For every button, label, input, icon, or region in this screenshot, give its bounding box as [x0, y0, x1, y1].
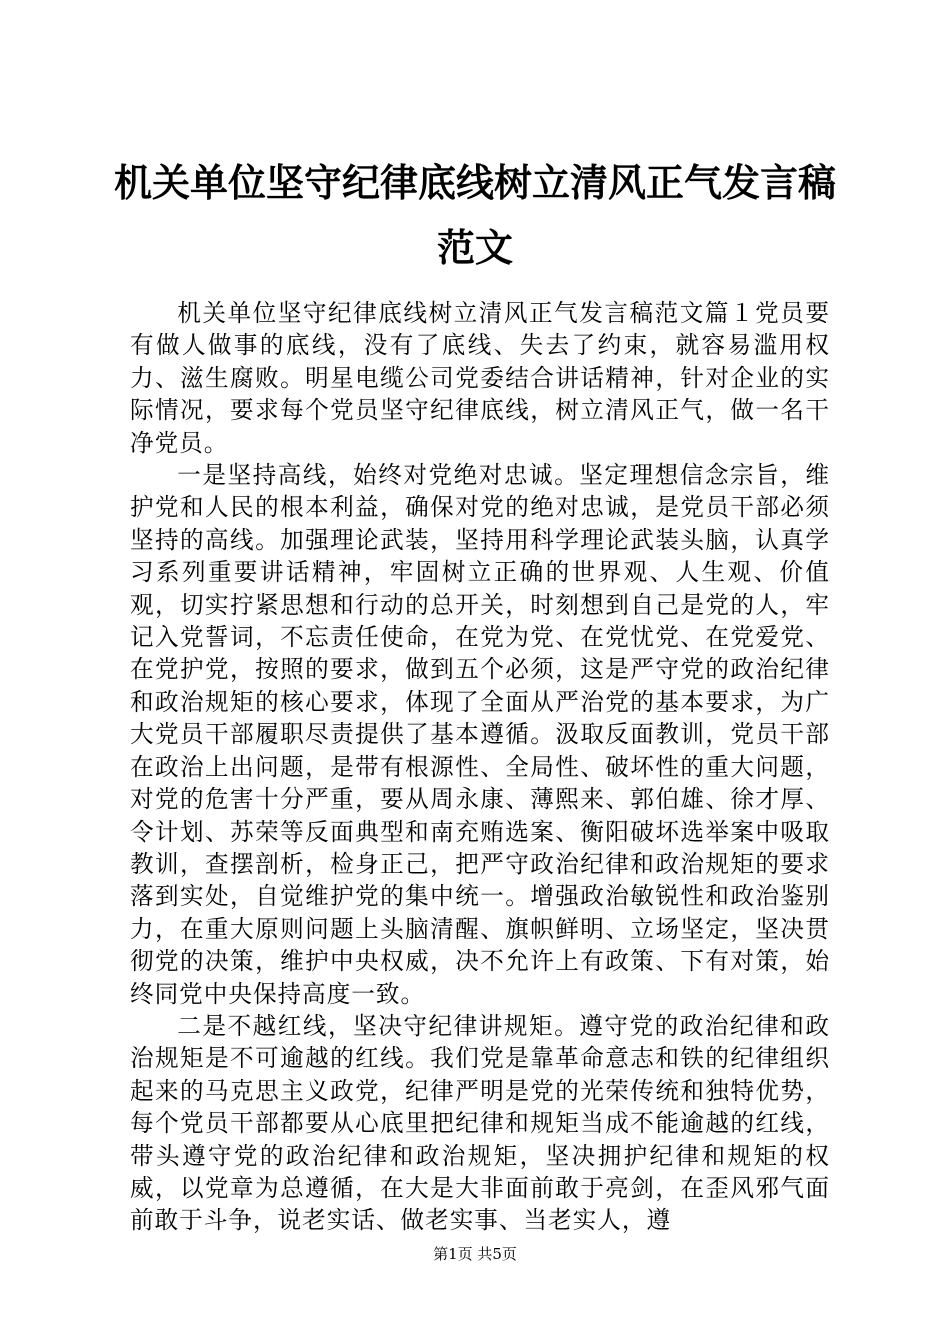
- paragraph-point-two: 二是不越红线，坚决守纪律讲规矩。遵守党的政治纪律和政治规矩是不可逾越的红线。我们党是靠革命意志和铁的纪律组织起来的马克思主义政党，纪律严明是党的光荣传统和独特优势，每个党员干部都要从心底里把纪律和规矩当成不能逾越的红线，带头遵守党的政治纪律和政治规矩，坚决拥护纪律和规矩的权威，以党章为总遵循，在大是大非面前敢于亮剑，在歪风邪气面前敢于斗争，说老实话、做老实事、当老实人，遵: [130, 1011, 830, 1235]
- document-title: 机关单位坚守纪律底线树立清风正气发言稿范文: [113, 160, 836, 270]
- paragraph-point-one: 一是坚持高线，始终对党绝对忠诚。坚定理想信念宗旨，维护党和人民的根本利益，确保对党的绝对忠诚，是党员干部必须坚持的高线。加强理论武装，坚持用科学理论武装头脑，认真学习系列重要讲话精神，牢固树立正确的世界观、人生观、价值观，切实拧紧思想和行动的总开关，时刻想到自己是党的人，牢记入党誓词，不忘责任使命，在党为党、在党忧党、在党爱党、在党护党，按照的要求，做到五个必须，这是严守党的政治纪律和政治规矩的核心要求，体现了全面从严治党的基本要求，为广大党员干部履职尽责提供了基本遵循。汲取反面教训，党员干部在政治上出问题，是带有根源性、全局性、破坏性的重大问题，对党的危害十分严重，要从周永康、薄熙来、郭伯雄、徐才厚、令计划、苏荣等反面典型和南充贿选案、衡阳破坏选举案中吸取教训，查摆剖析，检身正己，把严守政治纪律和政治规矩的要求落到实处，自觉维护党的集中统一。增强政治敏锐性和政治鉴别力，在重大原则问题上头脑清醒、旗帜鲜明、立场坚定，坚决贯彻党的决策，维护中央权威，决不允许上有政策、下有对策，始终同党中央保持高度一致。: [130, 461, 830, 1008]
- paragraph-intro: 机关单位坚守纪律底线树立清风正气发言稿范文篇１党员要有做人做事的底线，没有了底线、失去了约束，就容易滥用权力、滋生腐败。明星电缆公司党委结合讲话精神，针对企业的实际情况，要求每个党员坚守纪律底线，树立清风正气，做一名干净党员。: [130, 299, 830, 457]
- document-body: [130, 297, 830, 1237]
- page-footer: 第1页 共5页: [433, 1245, 517, 1263]
